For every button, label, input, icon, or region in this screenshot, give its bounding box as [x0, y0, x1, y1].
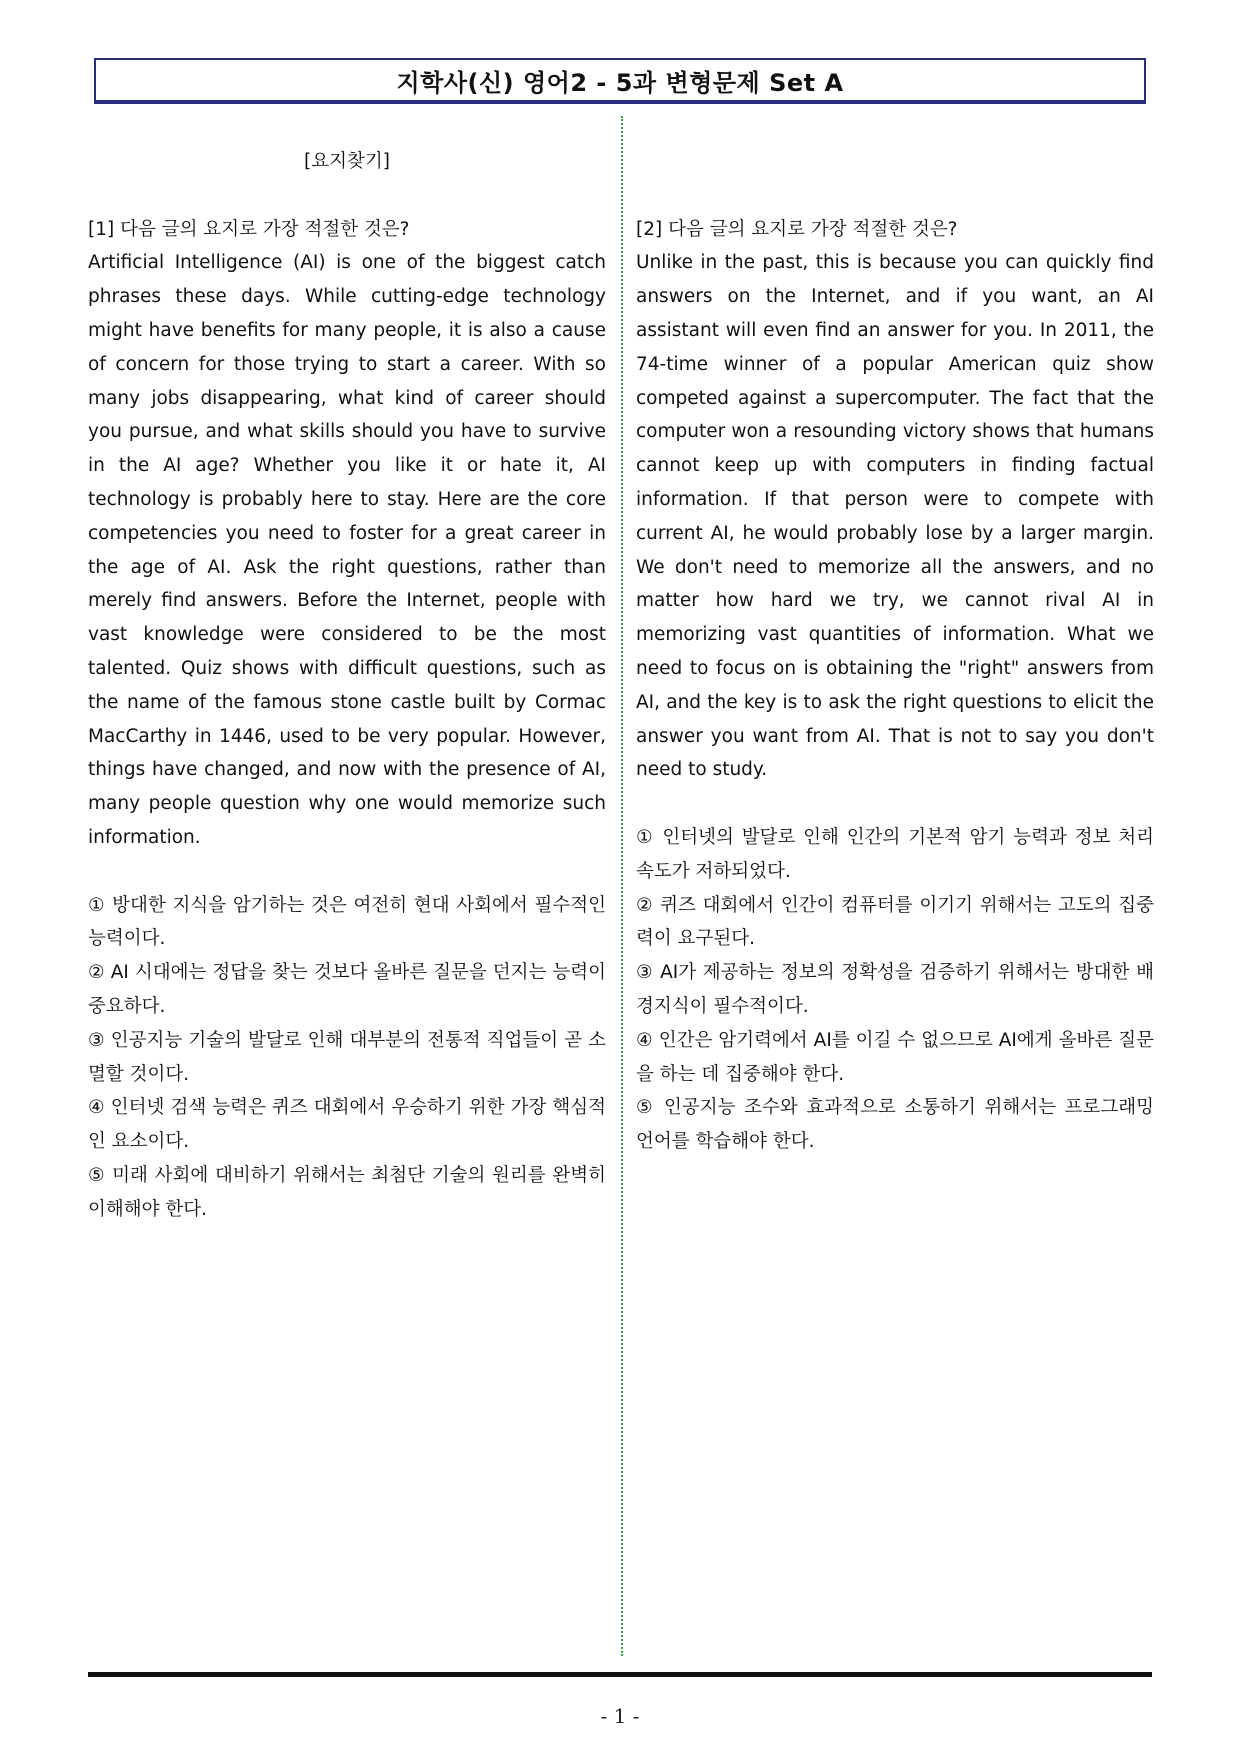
spacer: [636, 179, 1154, 213]
footer-rule: [88, 1672, 1152, 1677]
spacer: [636, 787, 1154, 821]
option-1-1: ① 방대한 지식을 암기하는 것은 여전히 현대 사회에서 필수적인 능력이다.: [88, 894, 606, 950]
option-2-5: ⑤ 인공지능 조수와 효과적으로 소통하기 위해서는 프로그래밍 언어를 학습해야 한다.: [636, 1097, 1154, 1153]
column-divider: [621, 116, 623, 1656]
option-2-4: ④ 인간은 암기력에서 AI를 이길 수 없으므로 AI에게 올바른 질문을 하는 데 집중해야 한다.: [636, 1029, 1154, 1085]
options-1: [88, 889, 606, 1227]
right-column: [636, 145, 1154, 1159]
title-box: [94, 58, 1146, 104]
passage-2: Unlike in the past, this is because you can quickly find answers on the Internet, and if you want, an AI assistant will even find an answer for you. In 2011, the 74-time winner of a popular American quiz show competed against a supercomputer. The fact that the computer won a resounding victory shows that humans cannot keep up with computers in finding factual information. If that person were to compete with current AI, he would probably lose by a larger margin. We don't need to memorize all the answers, and no matter how hard we try, we cannot rival AI in memorizing vast quantities of information. What we need to focus on is obtaining the "right" answers from AI, and the key is to ask the right questions to elicit the answer you want from AI. That is not to say you don't need to study.: [636, 252, 1154, 781]
page-title: 지학사(신) 영어2 - 5과 변형문제 Set A: [396, 68, 844, 97]
option-1-2: ② AI 시대에는 정답을 찾는 것보다 올바른 질문을 던지는 능력이 중요하다.: [88, 962, 606, 1017]
question-1: [1] 다음 글의 요지로 가장 적절한 것은?: [88, 218, 410, 240]
option-1-5: ⑤ 미래 사회에 대비하기 위해서는 최첨단 기술의 원리를 완벽히 이해해야 한다.: [88, 1164, 606, 1220]
page-number: - 1 -: [600, 1704, 640, 1728]
option-1-4: ④ 인터넷 검색 능력은 퀴즈 대회에서 우승하기 위한 가장 핵심적인 요소이다.: [88, 1097, 606, 1153]
options-2: [636, 821, 1154, 1159]
option-1-3: ③ 인공지능 기술의 발달로 인해 대부분의 전통적 직업들이 곧 소멸할 것이다.: [88, 1029, 606, 1085]
option-2-1: ① 인터넷의 발달로 인해 인간의 기본적 암기 능력과 정보 처리 속도가 저하되었다.: [636, 826, 1154, 882]
spacer: [88, 855, 606, 889]
question-2: [2] 다음 글의 요지로 가장 적절한 것은?: [636, 218, 958, 240]
section-label: [요지찾기]: [304, 151, 390, 172]
passage-1: Artificial Intelligence (AI) is one of the biggest catch phrases these days. While cutting-edge technology might have benefits for many people, it is also a cause of concern for those trying to start a career. With so many jobs disappearing, what kind of career should you pursue, and what skills should you have to survive in the AI age? Whether you like it or hate it, AI technology is probably here to stay. Here are the core competencies you need to foster for a great career in the age of AI. Ask the right questions, rather than merely find answers. Before the Internet, people with vast knowledge were considered to be the most talented. Quiz shows with difficult questions, such as the name of the famous stone castle built by Cormac MacCarthy in 1446, used to be very popular. However, things have changed, and now with the presence of AI, many people question why one would memorize such information.: [88, 252, 606, 848]
option-2-2: ② 퀴즈 대회에서 인간이 컴퓨터를 이기기 위해서는 고도의 집중력이 요구된다.: [636, 894, 1154, 950]
left-column: [88, 145, 606, 1227]
spacer: [636, 145, 1154, 179]
option-2-3: ③ AI가 제공하는 정보의 정확성을 검증하기 위해서는 방대한 배경지식이 필수적이다.: [636, 962, 1154, 1017]
spacer: [88, 179, 606, 213]
